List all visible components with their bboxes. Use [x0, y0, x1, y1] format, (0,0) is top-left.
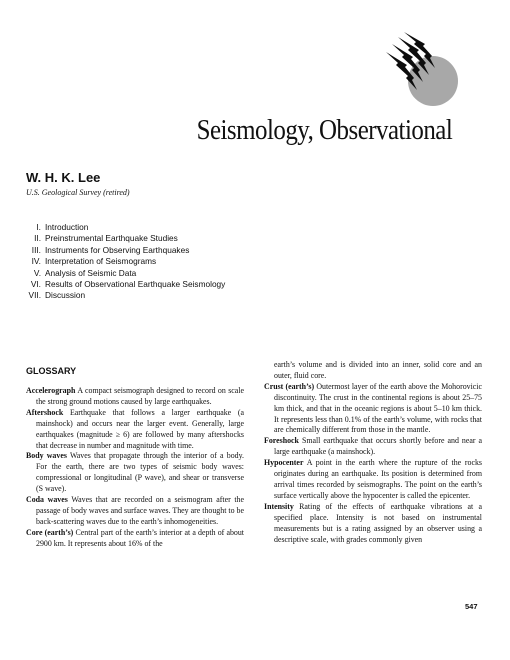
glossary-entry	[26, 495, 244, 528]
glossary-term: Aftershock	[26, 407, 64, 417]
glossary-entry	[26, 451, 244, 495]
glossary-definition: Central part of the earth’s interior at a depth of about 2900 km. It represents about 16% of the	[36, 527, 244, 548]
toc-item	[28, 279, 238, 290]
glossary-definition: Earthquake that follows a larger earthquake (a mainshock) and occurs near the larger event. Generally, large earthquakes (magnitude ≥ 6) are followed by many aftershocks that decrease in number and magnitude with time.	[36, 407, 244, 450]
glossary-term: Hypocenter	[264, 458, 304, 468]
glossary-entry	[264, 382, 482, 437]
page-number: 547	[465, 602, 478, 611]
table-of-contents	[28, 222, 238, 302]
glossary-term: Foreshock	[264, 436, 299, 446]
glossary-term: Intensity	[264, 501, 294, 511]
glossary-definition: Outermost layer of the earth above the Mohorovicic discontinuity. The crust in the continental regions is about 25–75 km thick, and that in the oceanic regions is about 5–10 km thick. It represents less than 0.1% of the earth’s volume, with rocks that are chemically different from those in the mantle.	[274, 381, 482, 435]
glossary-definition: A point in the earth where the rupture of the rocks originates during an earthquake. Its position is determined from arrival times recorded by seismographs. The point on the earth’s surface vertically above the hypocenter is called the epicenter.	[274, 458, 482, 500]
glossary-left-column	[26, 386, 244, 550]
glossary-term: Accelerograph	[26, 386, 76, 395]
glossary-right-column	[264, 360, 482, 545]
glossary-heading: GLOSSARY	[26, 366, 77, 376]
glossary-definition: Waves that propagate through the interior of a body. For the earth, there are two types of seismic body waves: compressional or longitudinal (P wave), and shear or transverse (S wave).	[36, 451, 244, 494]
glossary-entry	[26, 408, 244, 452]
toc-item-label: Analysis of Seismic Data	[45, 267, 137, 278]
glossary-entry	[264, 502, 482, 546]
toc-item	[28, 245, 238, 256]
glossary-entry	[26, 386, 244, 408]
glossary-definition: Rating of the effects of earthquake vibrations at a specified place. Intensity is not based on instrumental measurements but is a rating assigned by an observer using a descriptive scale, with grades commonly given	[274, 501, 482, 544]
glossary-definition: A compact seismograph designed to record on scale the strong ground motions caused by large earthquakes.	[36, 386, 244, 406]
toc-item-number: II.	[34, 233, 41, 244]
toc-item	[28, 222, 238, 233]
toc-item-label: Results of Observational Earthquake Seismology	[45, 279, 226, 290]
glossary-term: Coda waves	[26, 495, 68, 505]
toc-item-number: I.	[36, 222, 41, 232]
toc-item	[28, 290, 238, 301]
toc-item	[28, 233, 238, 244]
seismic-lightning-logo-icon	[384, 32, 458, 106]
toc-item-label: Discussion	[45, 290, 86, 301]
toc-item-number: III.	[31, 244, 41, 255]
glossary-term: Core (earth’s)	[26, 527, 74, 537]
toc-item-number: VI.	[30, 279, 41, 290]
glossary-continuation: earth’s volume and is divided into an inner, solid core and an outer, fluid core.	[274, 360, 482, 380]
glossary-entry	[26, 528, 244, 550]
glossary-term: Crust (earth’s)	[264, 381, 315, 391]
toc-item	[28, 268, 238, 279]
glossary-definition: Waves that are recorded on a seismogram after the passage of body waves and surface waves. They are thought to be back-scattering waves due to the earth’s inhomogeneities.	[36, 495, 244, 526]
author-affiliation: U.S. Geological Survey (retired)	[26, 188, 130, 197]
toc-item	[28, 256, 238, 267]
logo-circle	[408, 56, 458, 106]
toc-item-number: VII.	[28, 290, 41, 301]
glossary-definition: Small earthquake that occurs shortly before and near a large earthquake (a mainshock).	[274, 436, 482, 457]
toc-item-label: Interpretation of Seismograms	[45, 256, 157, 267]
toc-item-number: V.	[33, 267, 41, 278]
glossary-term: Body waves	[26, 451, 67, 461]
toc-item-label: Preinstrumental Earthquake Studies	[45, 233, 178, 244]
page-title: Seismology, Observational	[196, 114, 452, 146]
glossary-entry	[264, 436, 482, 458]
toc-item-number: IV.	[31, 256, 41, 267]
author-name: W. H. K. Lee	[26, 170, 101, 185]
toc-item-label: Instruments for Observing Earthquakes	[45, 244, 190, 255]
glossary-entry	[264, 458, 482, 502]
toc-item-label: Introduction	[45, 222, 89, 232]
